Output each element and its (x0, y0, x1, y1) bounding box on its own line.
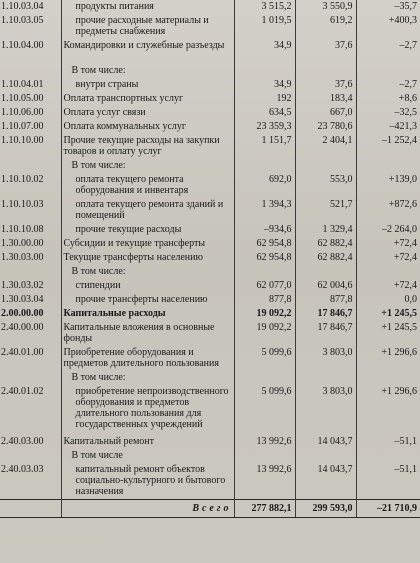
table-row (0, 0, 420, 14)
row-value-3: +1 245,5 (356, 307, 420, 321)
row-code: 1.10.05.00 (1, 93, 44, 104)
row-value-3 (356, 449, 420, 463)
row-value-1: 13 992,6 (234, 463, 295, 499)
row-value-2: 17 846,7 (295, 321, 356, 346)
table-row (0, 223, 420, 237)
row-code: 1.10.10.02 (1, 174, 44, 185)
row-value-1: –934,6 (234, 223, 295, 237)
table-row (0, 39, 420, 64)
row-code: 2.40.01.00 (1, 347, 44, 358)
row-name: Текущие трансферты населению (61, 251, 234, 265)
row-value-1: 23 359,3 (234, 120, 295, 134)
total-value-1: 277 882,1 (234, 499, 295, 517)
row-code: 1.30.03.04 (1, 294, 44, 305)
row-code: 1.10.10.00 (1, 135, 44, 146)
row-code: 1.10.10.08 (1, 224, 44, 235)
total-row (0, 499, 420, 517)
row-value-3: +72,4 (356, 237, 420, 251)
row-value-1 (234, 159, 295, 173)
row-value-2: 619,2 (295, 14, 356, 39)
row-name: Капитальный ремонт (61, 435, 234, 449)
row-code: 1.30.00.00 (1, 238, 44, 249)
row-value-2: 62 882,4 (295, 237, 356, 251)
row-code: 1.30.03.02 (1, 280, 44, 291)
row-value-2: 14 043,7 (295, 463, 356, 499)
table-row (0, 371, 420, 385)
row-value-1: 1 019,5 (234, 14, 295, 39)
row-name: прочие трансферты населению (61, 293, 234, 307)
row-name: Приобретение оборудования и предметов длительного пользования (61, 346, 234, 371)
row-value-1: 1 394,3 (234, 198, 295, 223)
row-value-2: 1 329,4 (295, 223, 356, 237)
table-row (0, 435, 420, 449)
row-value-3: +8,6 (356, 92, 420, 106)
row-value-1 (234, 449, 295, 463)
row-value-3 (356, 159, 420, 173)
row-name: Оплата коммунальных услуг (61, 120, 234, 134)
row-name: В том числе: (61, 371, 234, 385)
row-value-1 (234, 371, 295, 385)
row-name: внутри страны (61, 78, 234, 92)
row-value-3 (356, 265, 420, 279)
row-value-1: 34,9 (234, 78, 295, 92)
table-row (0, 120, 420, 134)
row-value-2: 14 043,7 (295, 435, 356, 449)
row-value-2: 23 780,6 (295, 120, 356, 134)
row-value-3: +72,4 (356, 279, 420, 293)
table-row (0, 159, 420, 173)
row-value-1: 19 092,2 (234, 307, 295, 321)
row-name: стипендии (61, 279, 234, 293)
row-value-3: +1 245,5 (356, 321, 420, 346)
row-value-3: +1 296,6 (356, 346, 420, 371)
row-code (0, 159, 61, 173)
row-code (0, 64, 61, 78)
row-value-2: 62 882,4 (295, 251, 356, 265)
row-value-2 (295, 265, 356, 279)
row-name: В том числе: (61, 64, 234, 78)
row-name: оплата текущего ремонта оборудования и инвентаря (61, 173, 234, 198)
row-code: 1.10.04.00 (1, 40, 44, 51)
row-name: Оплата транспортных услуг (61, 92, 234, 106)
row-name: прочие текущие расходы (61, 223, 234, 237)
row-value-2: 667,0 (295, 106, 356, 120)
row-value-2: 521,7 (295, 198, 356, 223)
table-row (0, 385, 420, 435)
table-row (0, 134, 420, 159)
row-value-2: 37,6 (295, 39, 356, 64)
row-value-1: 192 (234, 92, 295, 106)
row-name: приобретение непроизводственного оборудования и предметов длительного пользования для государственных учреждений (61, 385, 234, 435)
table-row (0, 14, 420, 39)
row-code: 1.10.10.03 (1, 199, 44, 210)
row-value-3: +400,3 (356, 14, 420, 39)
row-name: Субсидии и текущие трансферты (61, 237, 234, 251)
row-value-3: –2 264,0 (356, 223, 420, 237)
table-row (0, 106, 420, 120)
row-value-3: –421,3 (356, 120, 420, 134)
row-code: 1.10.04.01 (1, 79, 44, 90)
table-row (0, 92, 420, 106)
row-value-2: 3 803,0 (295, 385, 356, 435)
row-value-1: 5 099,6 (234, 346, 295, 371)
table-row (0, 307, 420, 321)
row-value-2 (295, 64, 356, 78)
row-code: 1.30.03.00 (1, 252, 44, 263)
total-code (0, 499, 61, 517)
row-value-3: –2,7 (356, 39, 420, 64)
row-value-1: 877,8 (234, 293, 295, 307)
row-value-1: 13 992,6 (234, 435, 295, 449)
row-code: 2.40.00.00 (1, 322, 44, 333)
row-value-1 (234, 64, 295, 78)
row-value-2: 37,6 (295, 78, 356, 92)
row-name: оплата текущего ремонта зданий и помещений (61, 198, 234, 223)
row-value-1: 1 151,7 (234, 134, 295, 159)
row-value-3 (356, 371, 420, 385)
row-value-2: 877,8 (295, 293, 356, 307)
table-row (0, 78, 420, 92)
row-value-2: 2 404,1 (295, 134, 356, 159)
row-value-3: 0,0 (356, 293, 420, 307)
table-row (0, 279, 420, 293)
row-name: капитальный ремонт объектов социально-культурного и бытового назначения (61, 463, 234, 499)
row-value-1: 19 092,2 (234, 321, 295, 346)
row-code: 1.10.07.00 (1, 121, 44, 132)
row-value-1: 3 515,2 (234, 0, 295, 14)
row-value-2 (295, 371, 356, 385)
table-row (0, 237, 420, 251)
row-value-1: 62 954,8 (234, 237, 295, 251)
row-value-2: 3 550,9 (295, 0, 356, 14)
total-value-2: 299 593,0 (295, 499, 356, 517)
table-row (0, 64, 420, 78)
row-code (0, 449, 61, 463)
row-code: 2.40.01.02 (1, 386, 44, 397)
table-row (0, 173, 420, 198)
row-code: 1.10.03.04 (1, 1, 44, 12)
table-row (0, 265, 420, 279)
row-value-3: +139,0 (356, 173, 420, 198)
row-value-2: 3 803,0 (295, 346, 356, 371)
row-name: Прочие текущие расходы на закупки товаров и оплату услуг (61, 134, 234, 159)
table-row (0, 198, 420, 223)
row-code (0, 265, 61, 279)
row-value-2 (295, 159, 356, 173)
table-row (0, 251, 420, 265)
row-value-2: 553,0 (295, 173, 356, 198)
row-value-2: 17 846,7 (295, 307, 356, 321)
row-value-3: +872,6 (356, 198, 420, 223)
row-code: 1.10.03.05 (1, 15, 44, 26)
row-name: Капитальные расходы (61, 307, 234, 321)
row-value-1: 62 077,0 (234, 279, 295, 293)
row-value-1: 62 954,8 (234, 251, 295, 265)
row-value-3: –51,1 (356, 463, 420, 499)
row-value-1: 634,5 (234, 106, 295, 120)
table-row (0, 293, 420, 307)
row-name: прочие расходные материалы и предметы снабжения (61, 14, 234, 39)
row-value-1: 5 099,6 (234, 385, 295, 435)
row-value-3: –35,7 (356, 0, 420, 14)
total-label: Всего (61, 499, 234, 517)
row-value-2: 62 004,6 (295, 279, 356, 293)
total-value-3: –21 710,9 (356, 499, 420, 517)
row-value-3: –2,7 (356, 78, 420, 92)
row-value-3: –32,5 (356, 106, 420, 120)
row-code: 2.00.00.00 (1, 308, 44, 319)
row-value-3: +72,4 (356, 251, 420, 265)
row-name: Капитальные вложения в основные фонды (61, 321, 234, 346)
row-code: 2.40.03.00 (1, 436, 44, 447)
row-name: В том числе: (61, 159, 234, 173)
row-name: Командировки и служебные разъезды (61, 39, 234, 64)
row-name: Оплата услуг связи (61, 106, 234, 120)
row-code (0, 371, 61, 385)
table-row (0, 463, 420, 499)
row-code: 2.40.03.03 (1, 464, 44, 475)
row-name: В том числе (61, 449, 234, 463)
row-value-2: 183,4 (295, 92, 356, 106)
row-value-3: +1 296,6 (356, 385, 420, 435)
row-value-1 (234, 265, 295, 279)
row-value-1: 692,0 (234, 173, 295, 198)
row-code: 1.10.06.00 (1, 107, 44, 118)
row-value-3 (356, 64, 420, 78)
table-row (0, 321, 420, 346)
row-name: продукты питания (61, 0, 234, 14)
row-value-1: 34,9 (234, 39, 295, 64)
row-value-2 (295, 449, 356, 463)
row-value-3: –51,1 (356, 435, 420, 449)
table-row (0, 346, 420, 371)
table-row (0, 449, 420, 463)
row-name: В том числе: (61, 265, 234, 279)
row-value-3: –1 252,4 (356, 134, 420, 159)
